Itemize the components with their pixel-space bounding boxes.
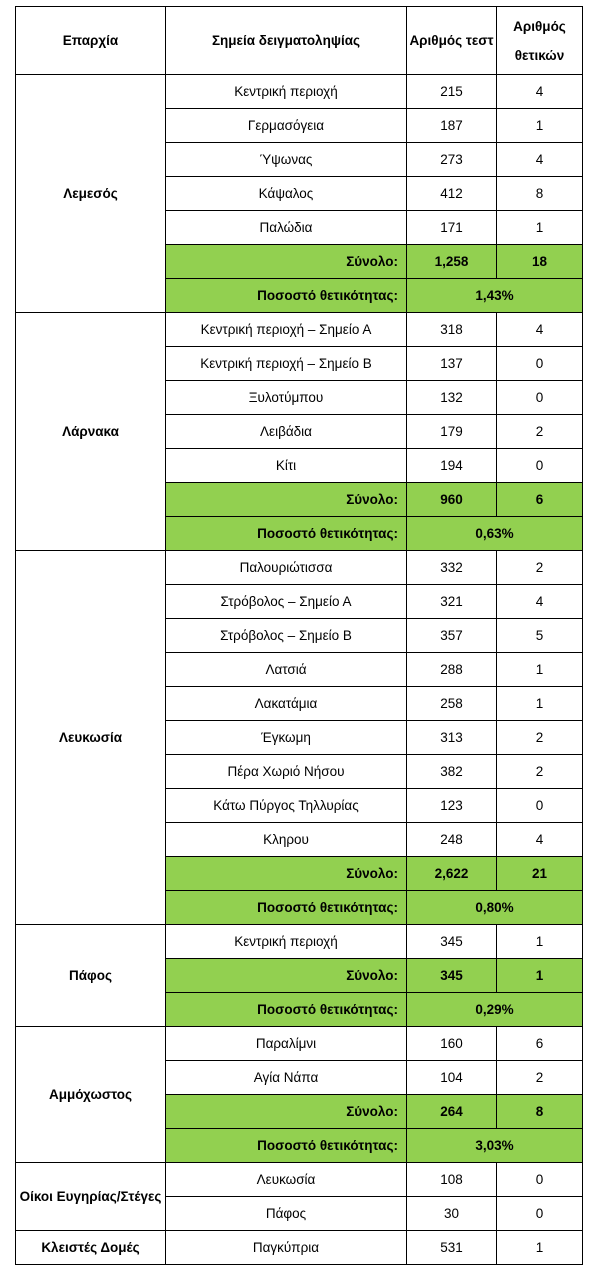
sampling-point: Στρόβολος – Σημείο Β xyxy=(166,619,407,653)
table-row xyxy=(16,75,583,109)
tests-count: 332 xyxy=(407,551,497,585)
total-label: Σύνολο: xyxy=(166,1095,407,1129)
tests-count: 273 xyxy=(407,143,497,177)
sampling-point: Πάφος xyxy=(166,1197,407,1231)
sampling-point: Έγκωμη xyxy=(166,721,407,755)
positives-count: 4 xyxy=(497,313,583,347)
tests-count: 412 xyxy=(407,177,497,211)
header-positives: Αριθμός θετικών xyxy=(497,7,583,75)
total-tests: 345 xyxy=(407,959,497,993)
total-tests: 960 xyxy=(407,483,497,517)
positives-count: 2 xyxy=(497,721,583,755)
positives-count: 0 xyxy=(497,1163,583,1197)
positives-count: 2 xyxy=(497,551,583,585)
tests-count: 258 xyxy=(407,687,497,721)
sampling-point: Κεντρική περιοχή xyxy=(166,75,407,109)
table-row xyxy=(16,925,583,959)
header-tests: Αριθμός τεστ xyxy=(407,7,497,75)
sampling-point: Κεντρική περιοχή – Σημείο Β xyxy=(166,347,407,381)
positives-count: 5 xyxy=(497,619,583,653)
total-positives: 6 xyxy=(497,483,583,517)
total-label: Σύνολο: xyxy=(166,959,407,993)
table-row xyxy=(16,1027,583,1061)
positives-count: 2 xyxy=(497,415,583,449)
positives-count: 0 xyxy=(497,347,583,381)
total-label: Σύνολο: xyxy=(166,483,407,517)
positives-count: 1 xyxy=(497,687,583,721)
tests-count: 288 xyxy=(407,653,497,687)
positives-count: 2 xyxy=(497,755,583,789)
tests-count: 171 xyxy=(407,211,497,245)
sampling-point: Στρόβολος – Σημείο Α xyxy=(166,585,407,619)
sampling-point: Παλουριώτισσα xyxy=(166,551,407,585)
sampling-point: Κεντρική περιοχή xyxy=(166,925,407,959)
total-positives: 8 xyxy=(497,1095,583,1129)
sampling-point: Κληρου xyxy=(166,823,407,857)
positives-count: 1 xyxy=(497,211,583,245)
positives-count: 2 xyxy=(497,1061,583,1095)
positives-count: 4 xyxy=(497,823,583,857)
tests-count: 187 xyxy=(407,109,497,143)
positivity-label: Ποσοστό θετικότητας: xyxy=(166,279,407,313)
positives-count: 0 xyxy=(497,449,583,483)
testing-results-table xyxy=(15,6,583,1265)
header-sampling-point: Σημεία δειγματοληψίας xyxy=(166,7,407,75)
sampling-point: Παλώδια xyxy=(166,211,407,245)
region-name: Λευκωσία xyxy=(16,551,166,925)
positives-count: 1 xyxy=(497,109,583,143)
closed-structures-name: Κλειστές Δομές xyxy=(16,1231,166,1265)
tests-count: 357 xyxy=(407,619,497,653)
tests-count: 137 xyxy=(407,347,497,381)
sampling-point: Κίτι xyxy=(166,449,407,483)
header-row xyxy=(16,7,583,75)
sampling-point: Κεντρική περιοχή – Σημείο Α xyxy=(166,313,407,347)
tests-count: 179 xyxy=(407,415,497,449)
table-row xyxy=(16,1163,583,1197)
tests-count: 215 xyxy=(407,75,497,109)
table-row xyxy=(16,313,583,347)
positives-count: 0 xyxy=(497,789,583,823)
positivity-label: Ποσοστό θετικότητας: xyxy=(166,891,407,925)
homes-name: Οίκοι Ευγηρίας/Στέγες xyxy=(16,1163,166,1231)
positives-count: 0 xyxy=(497,1197,583,1231)
table-row xyxy=(16,1231,583,1265)
sampling-point: Ξυλοτύμπου xyxy=(166,381,407,415)
tests-count: 345 xyxy=(407,925,497,959)
sampling-point: Λατσιά xyxy=(166,653,407,687)
positives-count: 4 xyxy=(497,143,583,177)
tests-count: 313 xyxy=(407,721,497,755)
positivity-label: Ποσοστό θετικότητας: xyxy=(166,1129,407,1163)
tests-count: 160 xyxy=(407,1027,497,1061)
positives-count: 4 xyxy=(497,75,583,109)
positives-count: 1 xyxy=(497,1231,583,1265)
tests-count: 104 xyxy=(407,1061,497,1095)
positives-count: 1 xyxy=(497,653,583,687)
positives-count: 4 xyxy=(497,585,583,619)
total-positives: 18 xyxy=(497,245,583,279)
sampling-point: Λευκωσία xyxy=(166,1163,407,1197)
total-tests: 1,258 xyxy=(407,245,497,279)
tests-count: 123 xyxy=(407,789,497,823)
positives-count: 0 xyxy=(497,381,583,415)
tests-count: 194 xyxy=(407,449,497,483)
tests-count: 531 xyxy=(407,1231,497,1265)
header-region: Επαρχία xyxy=(16,7,166,75)
sampling-point: Αγία Νάπα xyxy=(166,1061,407,1095)
region-name: Λεμεσός xyxy=(16,75,166,313)
sampling-point: Γερμασόγεια xyxy=(166,109,407,143)
total-positives: 1 xyxy=(497,959,583,993)
positives-count: 1 xyxy=(497,925,583,959)
sampling-point: Παραλίμνι xyxy=(166,1027,407,1061)
table-row xyxy=(16,551,583,585)
positivity-rate: 1,43% xyxy=(407,279,583,313)
tests-count: 382 xyxy=(407,755,497,789)
positivity-rate: 0,63% xyxy=(407,517,583,551)
sampling-point: Λειβάδια xyxy=(166,415,407,449)
tests-count: 132 xyxy=(407,381,497,415)
total-label: Σύνολο: xyxy=(166,245,407,279)
tests-count: 321 xyxy=(407,585,497,619)
table-body xyxy=(16,75,583,1265)
total-positives: 21 xyxy=(497,857,583,891)
tests-count: 108 xyxy=(407,1163,497,1197)
total-label: Σύνολο: xyxy=(166,857,407,891)
sampling-point: Κάτω Πύργος Τηλλυρίας xyxy=(166,789,407,823)
positivity-rate: 0,80% xyxy=(407,891,583,925)
positives-count: 8 xyxy=(497,177,583,211)
tests-count: 318 xyxy=(407,313,497,347)
sampling-point: Πέρα Χωριό Νήσου xyxy=(166,755,407,789)
region-name: Λάρνακα xyxy=(16,313,166,551)
total-tests: 264 xyxy=(407,1095,497,1129)
positivity-rate: 0,29% xyxy=(407,993,583,1027)
sampling-point: Ύψωνας xyxy=(166,143,407,177)
sampling-point: Παγκύπρια xyxy=(166,1231,407,1265)
sampling-point: Κάψαλος xyxy=(166,177,407,211)
positivity-label: Ποσοστό θετικότητας: xyxy=(166,517,407,551)
tests-count: 248 xyxy=(407,823,497,857)
region-name: Πάφος xyxy=(16,925,166,1027)
positivity-rate: 3,03% xyxy=(407,1129,583,1163)
sampling-point: Λακατάμια xyxy=(166,687,407,721)
tests-count: 30 xyxy=(407,1197,497,1231)
total-tests: 2,622 xyxy=(407,857,497,891)
positives-count: 6 xyxy=(497,1027,583,1061)
positivity-label: Ποσοστό θετικότητας: xyxy=(166,993,407,1027)
region-name: Αμμόχωστος xyxy=(16,1027,166,1163)
